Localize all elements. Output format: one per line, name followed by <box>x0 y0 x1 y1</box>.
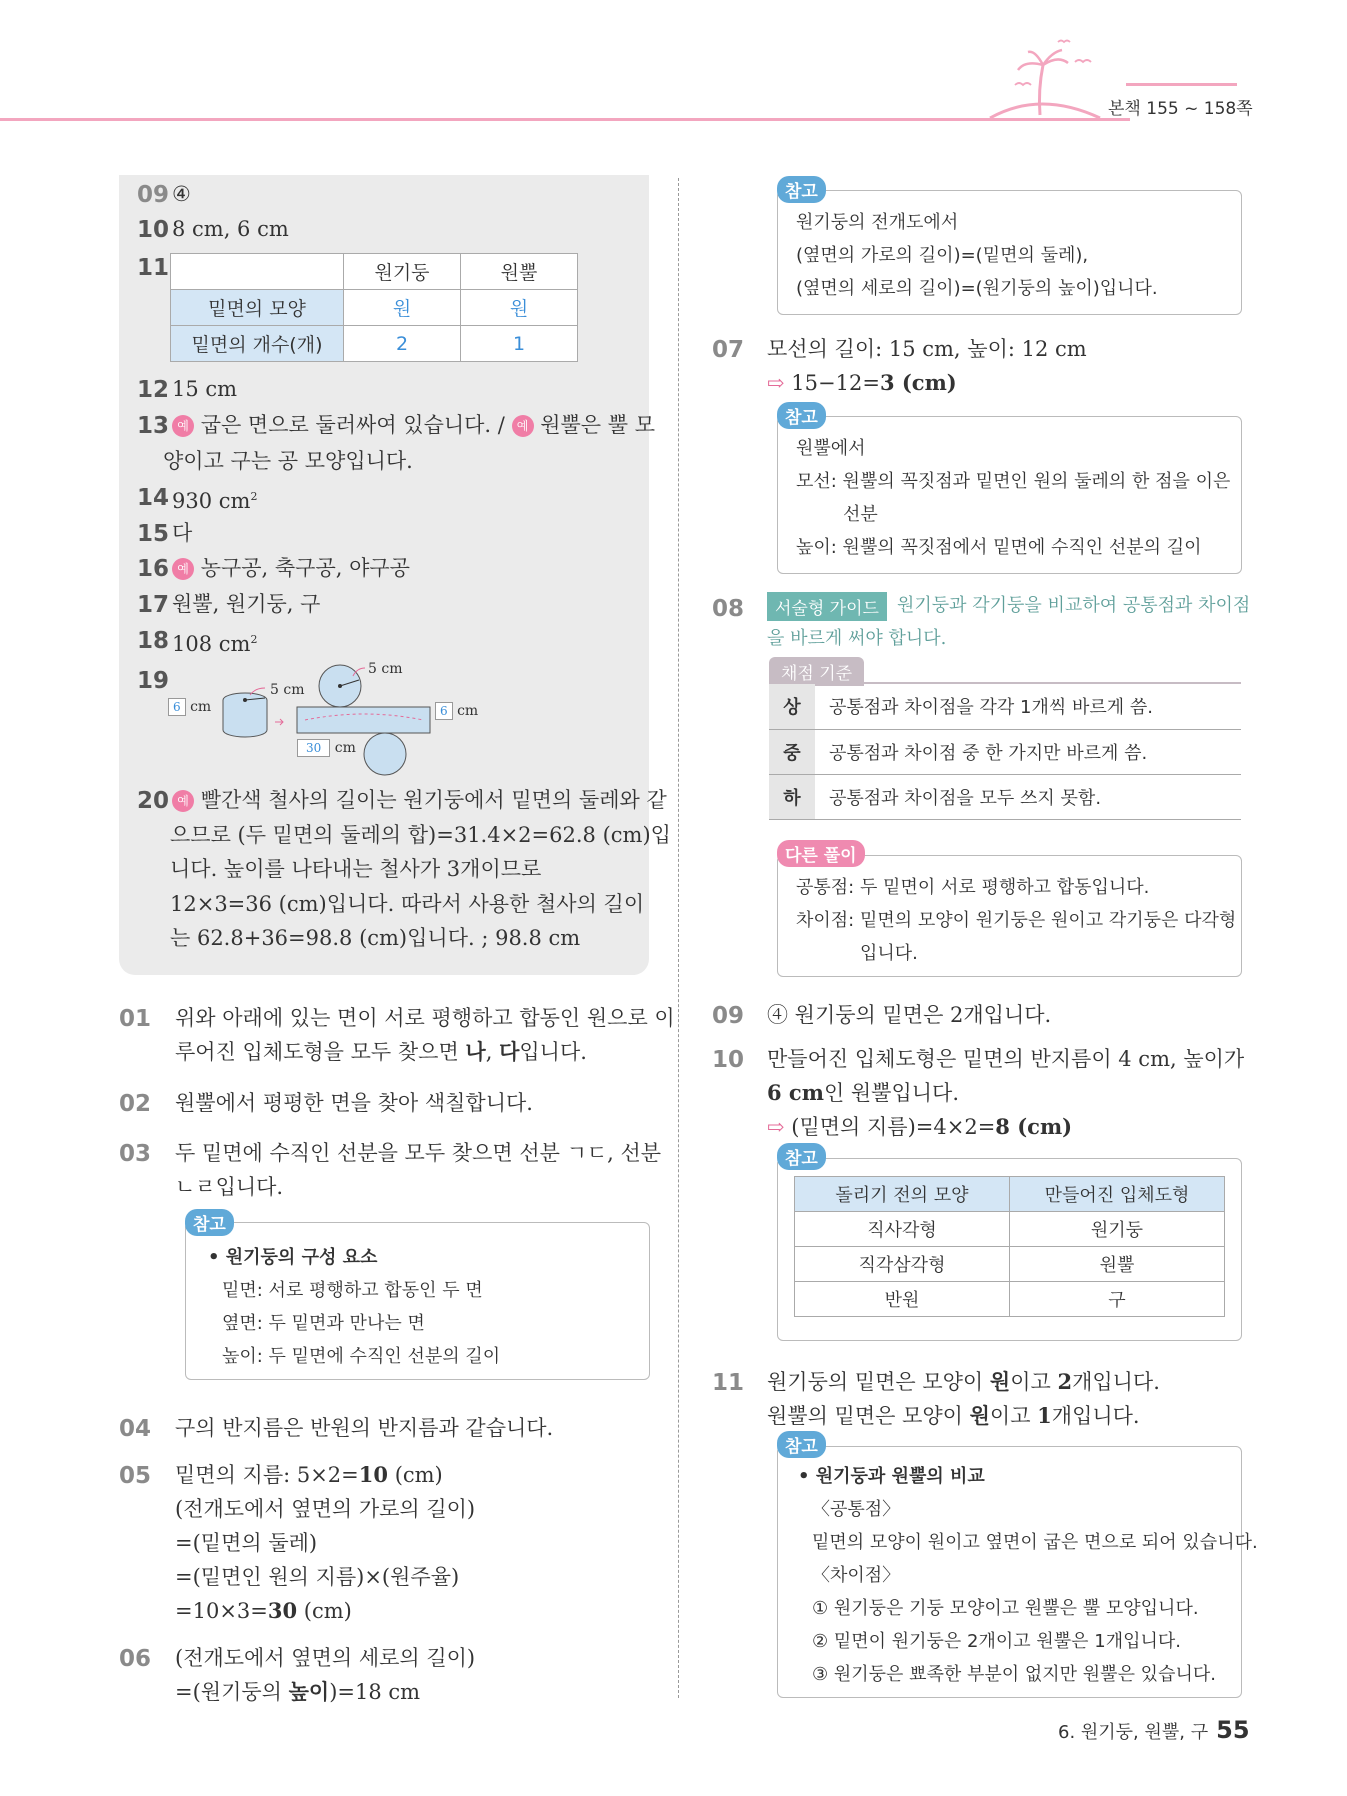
box-q14-answer: 930 $cm^2$ <box>172 489 258 513</box>
ref06-line3: (옆면의 세로의 길이)=(원기둥의 높이)입니다. <box>796 278 1158 299</box>
q07-line2: ⇨ 15−12=3 (cm) <box>767 370 957 395</box>
q03-line1: 두 밑면에 수직인 선분을 모두 찾으면 선분 ㄱㄷ, 선분 <box>175 1141 662 1165</box>
q08-guide-line2: 을 바르게 써야 합니다. <box>767 628 947 649</box>
q04-line1: 구의 반지름은 반원의 반지름과 같습니다. <box>175 1416 554 1440</box>
box-q12-answer: 15 cm <box>172 377 238 401</box>
q01-line1: 위와 아래에 있는 면이 서로 평행하고 합동인 원으로 이 <box>175 1006 675 1030</box>
q05-number: 05 <box>119 1463 152 1489</box>
box-q15-answer: 다 <box>172 521 193 545</box>
q09-line1: ④ 원기둥의 밑면은 2개입니다. <box>767 1003 1052 1027</box>
example-badge: 예 <box>172 790 194 812</box>
q07-line1: 모선의 길이: 15 cm, 높이: 12 cm <box>767 337 1087 361</box>
table-cell: 반원 <box>795 1282 1010 1317</box>
ref07-line2: 모선: 원뿔의 꼭짓점과 밑면인 원의 둘레의 한 점을 이은 <box>796 471 1231 492</box>
table-cell: 구 <box>1010 1282 1225 1317</box>
box-q09-number: 09 <box>137 182 170 208</box>
q03-line2: ㄴㄹ입니다. <box>175 1175 284 1199</box>
column-divider <box>678 178 679 1698</box>
q01-line2: 루어진 입체도형을 모두 찾으면 나, 다입니다. <box>175 1039 587 1064</box>
box-q20-line3: 니다. 높이를 나타내는 철사가 3개이므로 <box>170 857 542 881</box>
page-number: 55 <box>1216 1716 1250 1744</box>
q09-number: 09 <box>712 1003 745 1029</box>
table-cell: 1 <box>461 326 578 362</box>
ref06-line1: 원기둥의 전개도에서 <box>796 212 959 233</box>
box-q16-number: 16 <box>137 556 170 582</box>
grade-label: 중 <box>769 729 815 774</box>
example-badge: 예 <box>172 558 194 580</box>
header-rule <box>0 118 1130 121</box>
q05-line1: 밑면의 지름: 5×2=10 (cm) <box>175 1462 443 1487</box>
ref11-line2: 밑면의 모양이 원이고 옆면이 굽은 면으로 되어 있습니다. <box>812 1532 1258 1553</box>
q02-line1: 원뿔에서 평평한 면을 찾아 색칠합니다. <box>175 1091 533 1115</box>
q02-number: 02 <box>119 1091 152 1117</box>
table-cell: 원 <box>461 290 578 326</box>
q07-number: 07 <box>712 337 745 363</box>
box-q12-number: 12 <box>137 377 170 403</box>
box-q15-number: 15 <box>137 521 170 547</box>
table-cell: 원뿔 <box>1010 1247 1225 1282</box>
table-row-label: 밑면의 모양 <box>171 290 344 326</box>
q08-number: 08 <box>712 596 745 622</box>
box-q20-line1: 예 빨간색 철사의 길이는 원기둥에서 밑면의 둘레와 같 <box>172 783 667 817</box>
ref11-line6: ③ 원기둥은 뾰족한 부분이 없지만 원뿔은 있습니다. <box>812 1664 1216 1685</box>
box-q10-number: 10 <box>137 217 170 243</box>
grading-table <box>769 684 1241 820</box>
alt-line3: 입니다. <box>860 943 918 964</box>
q08-guide-line1: 원기둥과 각기둥을 비교하여 공통점과 차이점 <box>897 595 1251 616</box>
ref11-line5: ② 밑면이 원기둥은 2개이고 원뿔은 1개입니다. <box>812 1631 1181 1652</box>
q04-number: 04 <box>119 1416 152 1442</box>
q05-line3: =(밑면의 둘레) <box>175 1531 318 1555</box>
q19-width-label: 30 cm <box>297 739 356 757</box>
box-q17-answer: 원뿔, 원기둥, 구 <box>172 592 321 616</box>
box-q13-number: 13 <box>137 413 170 439</box>
example-badge: 예 <box>512 415 534 437</box>
reference-tag: 참고 <box>777 1431 826 1458</box>
box-q19-number: 19 <box>137 668 170 694</box>
box-q13-line1: 예 굽은 면으로 둘러싸여 있습니다. / 예 원뿔은 뿔 모 <box>172 408 655 442</box>
q10-line2: 6 cm인 원뿔입니다. <box>767 1080 960 1105</box>
q06-line2: =(원기둥의 높이)=18 cm <box>175 1679 421 1704</box>
reference-tag: 참고 <box>777 402 826 429</box>
box-q20-number: 20 <box>137 788 170 814</box>
ref06-line2: (옆면의 가로의 길이)=(밑면의 둘레), <box>796 245 1089 266</box>
descriptive-guide-tag: 서술형 가이드 <box>767 592 887 621</box>
table-header: 만들어진 입체도형 <box>1010 1177 1225 1212</box>
alt-line2: 차이점: 밑면의 모양이 원기둥은 원이고 각기둥은 다각형 <box>796 910 1237 931</box>
box-q16-answer: 예 농구공, 축구공, 야구공 <box>172 551 410 585</box>
q11-number: 11 <box>712 1370 745 1396</box>
ref03-line1: 밑면: 서로 평행하고 합동인 두 면 <box>222 1280 483 1301</box>
ref07-line4: 높이: 원뿔의 꼭짓점에서 밑면에 수직인 선분의 길이 <box>796 537 1202 558</box>
table-cell: 직각삼각형 <box>795 1247 1010 1282</box>
box-q20-line5: 는 62.8+36=98.8 (cm)입니다. ; 98.8 cm <box>170 926 581 950</box>
q11-line2: 원뿔의 밑면은 모양이 원이고 1개입니다. <box>767 1403 1140 1428</box>
box-q14-number: 14 <box>137 485 170 511</box>
table-cell: 직사각형 <box>795 1212 1010 1247</box>
ref07-line3: 선분 <box>843 504 878 525</box>
q06-number: 06 <box>119 1646 152 1672</box>
q01-number: 01 <box>119 1006 152 1032</box>
page-footer: 6. 원기둥, 원뿔, 구 55 <box>1058 1716 1250 1744</box>
box-q18-answer: 108 $cm^2$ <box>172 632 258 656</box>
table-corner <box>171 254 344 290</box>
cylinder-net-figure <box>165 660 495 780</box>
box-q18-number: 18 <box>137 628 170 654</box>
page-range: 본책 155 ~ 158쪽 <box>1108 99 1253 119</box>
q10-number: 10 <box>712 1047 745 1073</box>
q19-side-height-label: 6 cm <box>435 702 478 720</box>
rotation-table <box>794 1176 1225 1317</box>
q11-line1: 원기둥의 밑면은 모양이 원이고 2개입니다. <box>767 1369 1160 1394</box>
table-header: 원뿔 <box>461 254 578 290</box>
box-q13-line2: 양이고 구는 공 모양입니다. <box>163 449 413 473</box>
table-cell: 원기둥 <box>1010 1212 1225 1247</box>
box-q09-answer: ④ <box>172 182 191 206</box>
grade-desc: 공통점과 차이점을 모두 쓰지 못함. <box>815 774 1241 819</box>
q06-line1: (전개도에서 옆면의 세로의 길이) <box>175 1646 476 1670</box>
box-q17-number: 17 <box>137 592 170 618</box>
table-header: 원기둥 <box>344 254 461 290</box>
grade-desc: 공통점과 차이점을 각각 1개씩 바르게 씀. <box>815 684 1241 729</box>
table-cell: 2 <box>344 326 461 362</box>
reference-tag: 참고 <box>185 1209 234 1236</box>
q05-line4: =(밑면인 원의 지름)×(원주율) <box>175 1565 460 1589</box>
grade-desc: 공통점과 차이점 중 한 가지만 바르게 씀. <box>815 729 1241 774</box>
grade-label: 상 <box>769 684 815 729</box>
ref07-line1: 원뿔에서 <box>796 438 866 459</box>
box-q20-line2: 으므로 (두 밑면의 둘레의 합)=31.4×2=62.8 (cm)입 <box>170 823 671 847</box>
ref03-title: • 원기둥의 구성 요소 <box>208 1247 378 1268</box>
arrow-icon: ⇨ <box>767 371 785 395</box>
reference-tag: 참고 <box>777 1143 826 1170</box>
table-header: 돌리기 전의 모양 <box>795 1177 1010 1212</box>
box-q20-line4: 12×3=36 (cm)입니다. 따라서 사용한 철사의 길이 <box>170 892 645 916</box>
ref11-line1: 〈공통점〉 <box>812 1499 901 1520</box>
q05-line2: (전개도에서 옆면의 가로의 길이) <box>175 1497 476 1521</box>
ref11-line3: 〈차이점〉 <box>812 1565 901 1586</box>
q19-radius-label: 5 cm <box>270 682 305 698</box>
ref03-line2: 옆면: 두 밑면과 만나는 면 <box>222 1313 425 1334</box>
ref11-line4: ① 원기둥은 기둥 모양이고 원뿔은 뿔 모양입니다. <box>812 1598 1199 1619</box>
q10-line1: 만들어진 입체도형은 밑면의 반지름이 4 cm, 높이가 <box>767 1047 1245 1071</box>
ref03-line3: 높이: 두 밑면에 수직인 선분의 길이 <box>222 1346 501 1367</box>
alternate-solution-tag: 다른 풀이 <box>777 840 865 867</box>
criteria-tag: 채점 기준 <box>769 657 864 686</box>
ref11-title: • 원기둥과 원뿔의 비교 <box>798 1466 985 1487</box>
box-q10-answer: 8 cm, 6 cm <box>172 217 289 241</box>
q10-line3: ⇨ (밑면의 지름)=4×2=8 (cm) <box>767 1114 1073 1139</box>
grade-label: 하 <box>769 774 815 819</box>
q05-line5: =10×3=30 (cm) <box>175 1598 352 1623</box>
table-row-label: 밑면의 개수(개) <box>171 326 344 362</box>
box-q11-number: 11 <box>137 255 170 281</box>
table-cell: 원 <box>344 290 461 326</box>
q19-radius2-label: 5 cm <box>368 661 403 677</box>
header-rule-right <box>1126 83 1237 86</box>
box-q11-table <box>170 253 578 362</box>
alt-line1: 공통점: 두 밑면이 서로 평행하고 합동입니다. <box>796 877 1150 898</box>
q19-height-label: 6 cm <box>168 698 211 716</box>
reference-tag: 참고 <box>777 176 826 203</box>
q03-number: 03 <box>119 1141 152 1167</box>
example-badge: 예 <box>172 415 194 437</box>
arrow-icon: ⇨ <box>767 1115 785 1139</box>
